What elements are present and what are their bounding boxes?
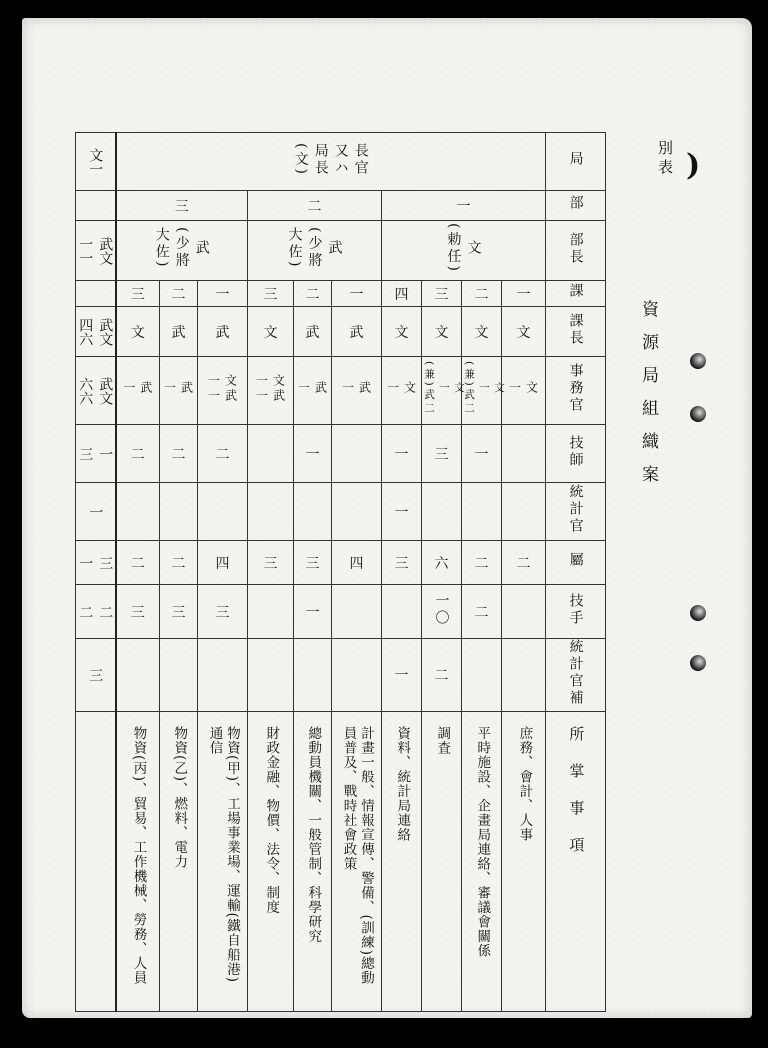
ke-cell: 二	[462, 281, 502, 307]
tongji-guan-cell	[198, 483, 248, 541]
shimuguan-cell: 文武 一一	[198, 357, 248, 425]
jishi-cell: 一	[462, 425, 502, 483]
row-label-shimuguan: 事務官	[546, 357, 606, 425]
jishi-cell: 二	[198, 425, 248, 483]
tongji-buguan-cell	[462, 639, 502, 712]
bu-3: 三	[116, 191, 248, 221]
shimuguan-cell: 文 一 (兼)武二	[462, 357, 502, 425]
left-count-tongji-guan: 一	[76, 483, 116, 541]
row-label-ke: 課	[546, 281, 606, 307]
row-label-duties: 所掌事項	[546, 712, 606, 1012]
duty-cell: 計畫一般、情報宣傳、警備、(訓練)總動員普及、戰時社會政策	[332, 712, 382, 1012]
shu-cell: 二	[462, 541, 502, 585]
shu-cell: 二	[502, 541, 546, 585]
jishou-cell	[332, 585, 382, 639]
row-ju	[76, 133, 606, 191]
row-duties	[76, 712, 606, 1012]
tongji-buguan-cell	[116, 639, 160, 712]
shimuguan-cell: 武 一	[160, 357, 198, 425]
jishou-cell: 一〇	[422, 585, 462, 639]
tongji-guan-cell	[294, 483, 332, 541]
tongji-guan-cell	[332, 483, 382, 541]
kezhang-cell: 文	[382, 307, 422, 357]
ke-cell: 三	[422, 281, 462, 307]
tongji-guan-cell	[116, 483, 160, 541]
punch-hole-2	[690, 406, 706, 422]
left-count-shu: 三 一	[76, 541, 116, 585]
attachment-label: 別表	[656, 140, 674, 178]
shimuguan-cell: 武 一	[332, 357, 382, 425]
kezhang-cell: 文	[248, 307, 294, 357]
tongji-buguan-cell: 一	[382, 639, 422, 712]
handwritten-mark: )	[686, 148, 701, 183]
organization-table	[75, 132, 606, 1012]
jishi-cell: 一	[294, 425, 332, 483]
shu-cell: 四	[332, 541, 382, 585]
left-count-ju: 文一	[76, 133, 116, 191]
jishi-cell	[248, 425, 294, 483]
jishi-cell	[502, 425, 546, 483]
buzhang-1: 文 (勅任)	[382, 221, 546, 281]
left-count-kezhang: 武文 四六	[76, 307, 116, 357]
jishi-cell	[332, 425, 382, 483]
jishou-cell	[248, 585, 294, 639]
duty-cell: 物資(丙)、貿易、工作機械、勞務、人員	[116, 712, 160, 1012]
jishou-cell: 一	[294, 585, 332, 639]
ke-cell: 一	[198, 281, 248, 307]
shimuguan-cell: 武 一	[294, 357, 332, 425]
jishou-cell	[502, 585, 546, 639]
shimuguan-cell: 文武 一一	[248, 357, 294, 425]
ke-cell: 三	[116, 281, 160, 307]
row-label-tongji-guan: 統計官	[546, 483, 606, 541]
row-jishi	[76, 425, 606, 483]
tongji-guan-cell	[248, 483, 294, 541]
shu-cell: 三	[382, 541, 422, 585]
shimuguan-cell: 文 一	[382, 357, 422, 425]
shu-cell: 三	[294, 541, 332, 585]
tongji-buguan-cell	[198, 639, 248, 712]
tongji-buguan-cell: 二	[422, 639, 462, 712]
left-count-buzhang: 武文 一一	[76, 221, 116, 281]
shu-cell: 三	[248, 541, 294, 585]
kezhang-cell: 文	[422, 307, 462, 357]
row-label-buzhang: 部長	[546, 221, 606, 281]
row-buzhang	[76, 221, 606, 281]
shu-cell: 二	[116, 541, 160, 585]
jishou-cell: 二	[462, 585, 502, 639]
shimuguan-cell: 文 一	[502, 357, 546, 425]
jishi-cell: 二	[116, 425, 160, 483]
row-label-jishi: 技師	[546, 425, 606, 483]
jishou-cell	[382, 585, 422, 639]
tongji-guan-cell: 一	[382, 483, 422, 541]
row-label-kezhang: 課長	[546, 307, 606, 357]
duty-cell: 物資(乙)、燃料、電力	[160, 712, 198, 1012]
row-tongji-guan	[76, 483, 606, 541]
jishi-cell: 一	[382, 425, 422, 483]
jishou-cell: 三	[160, 585, 198, 639]
tongji-guan-cell	[462, 483, 502, 541]
kezhang-cell: 文	[116, 307, 160, 357]
jishi-cell: 三	[422, 425, 462, 483]
duty-cell: 平時施設、企畫局連絡、審議會關係	[462, 712, 502, 1012]
shu-cell: 六	[422, 541, 462, 585]
shimuguan-cell: 武 一	[116, 357, 160, 425]
kezhang-cell: 武	[160, 307, 198, 357]
bu-2: 二	[248, 191, 382, 221]
duty-cell: 資料、統計局連絡	[382, 712, 422, 1012]
ke-cell: 四	[382, 281, 422, 307]
row-label-bu: 部	[546, 191, 606, 221]
row-ke	[76, 281, 606, 307]
row-label-ju: 局	[546, 133, 606, 191]
shu-cell: 二	[160, 541, 198, 585]
ke-cell: 一	[332, 281, 382, 307]
ke-cell: 三	[248, 281, 294, 307]
punch-hole-4	[690, 655, 706, 671]
punch-hole-3	[690, 605, 706, 621]
row-jishou	[76, 585, 606, 639]
shu-cell: 四	[198, 541, 248, 585]
row-label-shu: 屬	[546, 541, 606, 585]
jishou-cell: 三	[198, 585, 248, 639]
tongji-buguan-cell	[248, 639, 294, 712]
left-count-shimuguan: 武文 六六	[76, 357, 116, 425]
row-kezhang	[76, 307, 606, 357]
kezhang-cell: 武	[332, 307, 382, 357]
row-tongji-buguan	[76, 639, 606, 712]
kezhang-cell: 武	[294, 307, 332, 357]
left-count-jishi: 一 三	[76, 425, 116, 483]
tongji-buguan-cell	[332, 639, 382, 712]
punch-hole-1	[690, 353, 706, 369]
duty-cell: 總動員機關、一般管制、科學研究	[294, 712, 332, 1012]
tongji-buguan-cell	[294, 639, 332, 712]
chief-cell: 長官 又ハ 局長 (文)	[116, 133, 546, 191]
tongji-buguan-cell	[502, 639, 546, 712]
duty-cell: 財政金融、物價、法令、制度	[248, 712, 294, 1012]
document-title: 資源局組織案	[638, 300, 658, 498]
duty-cell: 庶務、會計、人事	[502, 712, 546, 1012]
duty-cell: 調査	[422, 712, 462, 1012]
tongji-guan-cell	[160, 483, 198, 541]
row-shimuguan	[76, 357, 606, 425]
kezhang-cell: 文	[502, 307, 546, 357]
left-count-jishou: 二 二	[76, 585, 116, 639]
row-bu	[76, 191, 606, 221]
row-shu	[76, 541, 606, 585]
ke-cell: 二	[160, 281, 198, 307]
kezhang-cell: 武	[198, 307, 248, 357]
bu-1: 一	[382, 191, 546, 221]
ke-cell: 一	[502, 281, 546, 307]
jishi-cell: 二	[160, 425, 198, 483]
tongji-guan-cell	[502, 483, 546, 541]
jishou-cell: 三	[116, 585, 160, 639]
tongji-buguan-cell	[160, 639, 198, 712]
row-label-jishou: 技手	[546, 585, 606, 639]
tongji-guan-cell	[422, 483, 462, 541]
left-count-tongji-buguan: 三	[76, 639, 116, 712]
shimuguan-cell: 文 一 (兼)武二	[422, 357, 462, 425]
kezhang-cell: 文	[462, 307, 502, 357]
buzhang-2: 武 (少將 大佐)	[248, 221, 382, 281]
buzhang-3: 武 (少將 大佐)	[116, 221, 248, 281]
row-label-tongji-buguan: 統計官補	[546, 639, 606, 712]
ke-cell: 二	[294, 281, 332, 307]
duty-cell: 物資(甲)、工場事業場、運輸(鐵自船港)通信	[198, 712, 248, 1012]
